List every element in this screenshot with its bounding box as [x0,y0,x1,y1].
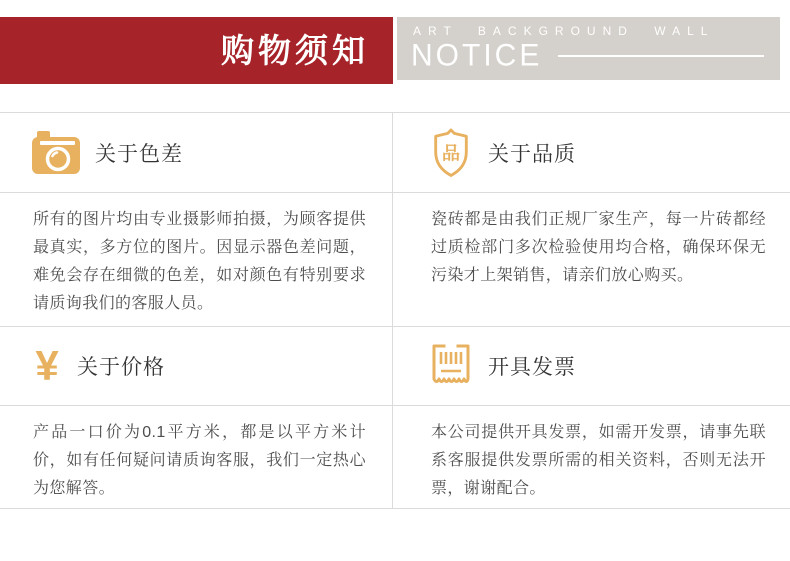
section-invoice-body [393,406,790,508]
title-row-2 [0,327,790,406]
section-color-difference-body [0,193,393,326]
notice-paragraph: 产品一口价为0.1平方米，都是以平方米计价，如有任何疑问请质询客服，我们一定热心为您解答。 [33,424,366,497]
notice-grid [0,112,790,509]
section-quality-header [393,113,790,192]
shield-icon [429,128,473,178]
header [0,0,790,95]
para-row-1 [0,193,790,327]
para-row-2 [0,406,790,509]
section-title: 关于色差 [95,142,183,166]
camera-icon [32,131,80,175]
title-row-1 [0,113,790,193]
receipt-icon [429,342,473,390]
notice-divider-line [558,55,764,57]
notice-paragraph: 本公司提供开具发票，如需开发票，请事先联系客服提供发票所需的相关资料，否则无法开票，谢谢配合。 [431,424,766,497]
section-quality-body [393,193,790,326]
page-title: 购物须知 [221,32,369,69]
notice-paragraph: 瓷砖都是由我们正规厂家生产，每一片砖都经过质检部门多次检验使用均合格，确保环保无污染才上架销售，请亲们放心购买。 [431,211,766,284]
header-tagline: ART BACKGROUND WALL [413,24,715,38]
notice-paragraph: 所有的图片均由专业摄影师拍摄，为顾客提供最真实，多方位的图片。因显示器色差问题，难免会存在细微的色差，如对颜色有特别要求请质询我们的客服人员。 [33,211,366,312]
section-title: 开具发票 [488,356,576,379]
shield-glyph: 品 [441,143,461,164]
section-price-body [0,406,393,508]
notice-row [411,40,768,72]
section-price-header [0,327,393,405]
section-title: 关于品质 [488,142,576,166]
section-color-difference-header [0,113,393,192]
header-right-block [397,17,780,80]
red-banner [0,17,393,84]
notice-label: NOTICE [411,38,543,73]
section-invoice-header [393,327,790,405]
yuan-glyph: ¥ [35,342,59,389]
yuan-icon [32,344,62,388]
section-title: 关于价格 [77,356,165,379]
